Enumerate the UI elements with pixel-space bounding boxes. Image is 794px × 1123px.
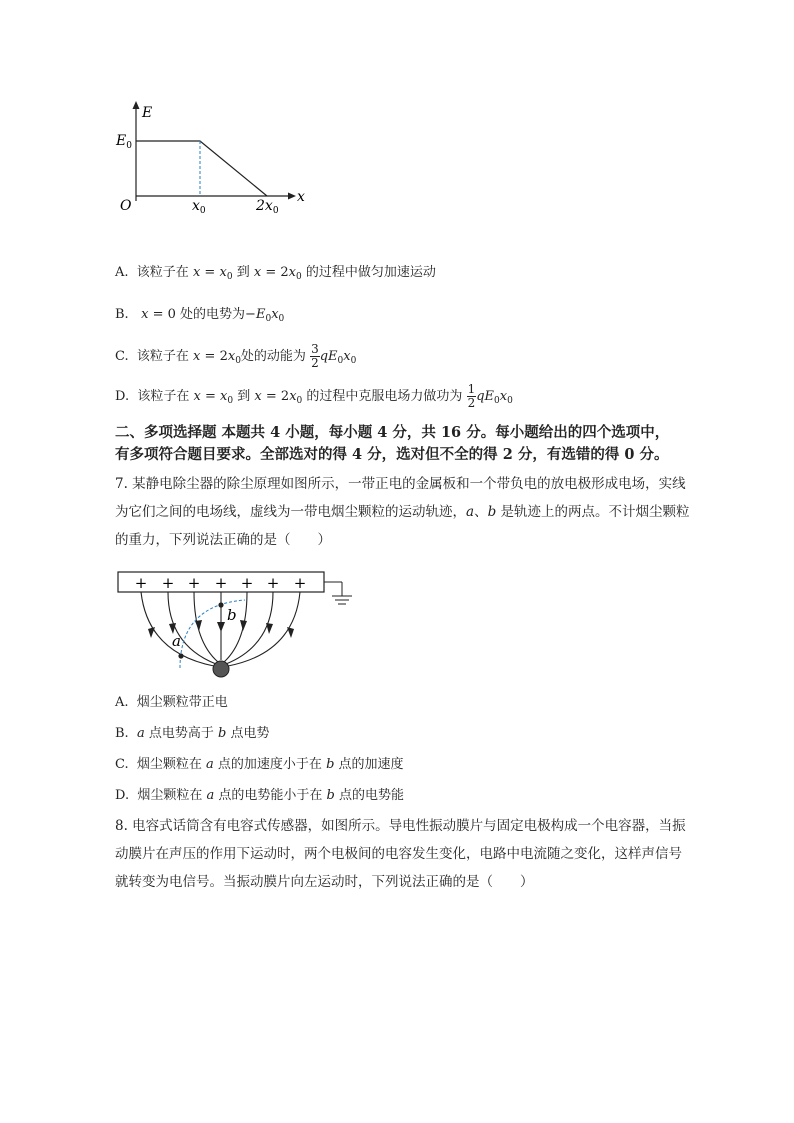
e0-label: $E_0$ xyxy=(116,133,132,151)
q6-option-c: C. 该粒子在 $x = 2x_0$处的动能为 $\frac{3}{2}$ $qE_0x_0$ xyxy=(115,342,357,370)
point-a-label: a xyxy=(172,632,181,650)
q7-line-1: 7. 某静电除尘器的除尘原理如图所示，一带正电的金属板和一个带负电的放电极形成电场，实线 xyxy=(115,476,686,492)
arrowhead xyxy=(148,627,155,638)
fraction-one-half: $\frac{1}{2}$ xyxy=(467,382,476,410)
arrowhead xyxy=(240,620,247,631)
arrowhead xyxy=(287,627,294,638)
point-b-label: b xyxy=(227,606,237,624)
plus-sign: + xyxy=(134,574,148,592)
x-axis-label: x xyxy=(297,189,305,205)
q7-option-b: B. a 点电势高于 b 点电势 xyxy=(115,726,270,741)
e-x-graph xyxy=(110,95,320,220)
q7-line-2: 为它们之间的电场线，虚线为一带电烟尘颗粒的运动轨迹，a、b 是轨迹上的两点。不计烟尘颗粒 xyxy=(115,504,690,520)
q7-option-a: A. 烟尘颗粒带正电 xyxy=(115,695,228,710)
section-2-heading xyxy=(115,422,715,466)
fraction-three-halves: $\frac{3}{2}$ xyxy=(311,342,319,370)
q6-option-a: A. 该粒子在 $x = x_0$ 到 $x = 2x_0$ 的过程中做匀加速运动 xyxy=(115,265,436,282)
arrowhead xyxy=(217,622,225,632)
q7-stem xyxy=(115,470,715,554)
y-axis-label: E xyxy=(142,105,153,121)
point-b-dot xyxy=(218,602,223,607)
q8-stem xyxy=(115,812,715,896)
electrostatic-precipitator-diagram xyxy=(110,565,360,685)
point-a-dot xyxy=(178,653,183,658)
x0-label: $x_0$ xyxy=(192,198,206,216)
field-line xyxy=(226,592,273,664)
q8-line-2: 动膜片在声压的作用下运动时，两个电极间的电容发生变化，电路中电流随之变化，这样声信号 xyxy=(115,846,682,862)
section-2-line-2: 有多项符合题目要求。全部选对的得 4 分，选对但不全的得 2 分，有选错的得 0 分。 xyxy=(115,446,669,463)
ground-symbol xyxy=(324,582,352,604)
two-x0-label: $2x_0$ xyxy=(256,198,279,216)
arrowhead xyxy=(195,620,202,631)
plus-sign: + xyxy=(266,574,280,592)
q7-option-c: C. 烟尘颗粒在 a 点的加速度小于在 b 点的加速度 xyxy=(115,757,404,772)
section-2-line-1: 二、多项选择题 本题共 4 小题，每小题 4 分，共 16 分。每小题给出的四个选项中， xyxy=(115,424,670,441)
arrowhead xyxy=(266,623,273,634)
field-curve xyxy=(136,141,267,196)
plus-sign: + xyxy=(214,574,228,592)
q7-line-3: 的重力，下列说法正确的是（ ） xyxy=(115,532,331,548)
y-axis-arrow xyxy=(133,101,140,109)
x-axis-arrow xyxy=(288,193,296,200)
plus-sign: + xyxy=(161,574,175,592)
origin-label: O xyxy=(120,198,132,214)
plus-sign: + xyxy=(293,574,307,592)
q6-option-d: D. 该粒子在 $x = x_0$ 到 $x = 2x_0$ 的过程中克服电场力做功为 $\frac{1}{2}$ $qE_0x_0$ xyxy=(115,382,513,410)
q6-option-b: B. x = 0 处的电势为$-E_0x_0$ xyxy=(115,307,285,324)
plus-sign: + xyxy=(240,574,254,592)
field-line xyxy=(168,592,216,664)
plus-sign: + xyxy=(187,574,201,592)
q8-line-3: 就转变为电信号。当振动膜片向左运动时，下列说法正确的是（ ） xyxy=(115,874,534,890)
negative-discharge-electrode xyxy=(213,661,229,677)
q7-option-d: D. 烟尘颗粒在 a 点的电势能小于在 b 点的电势能 xyxy=(115,788,404,803)
q8-line-1: 8. 电容式话筒含有电容式传感器，如图所示。导电性振动膜片与固定电极构成一个电容器，当振 xyxy=(115,818,686,834)
